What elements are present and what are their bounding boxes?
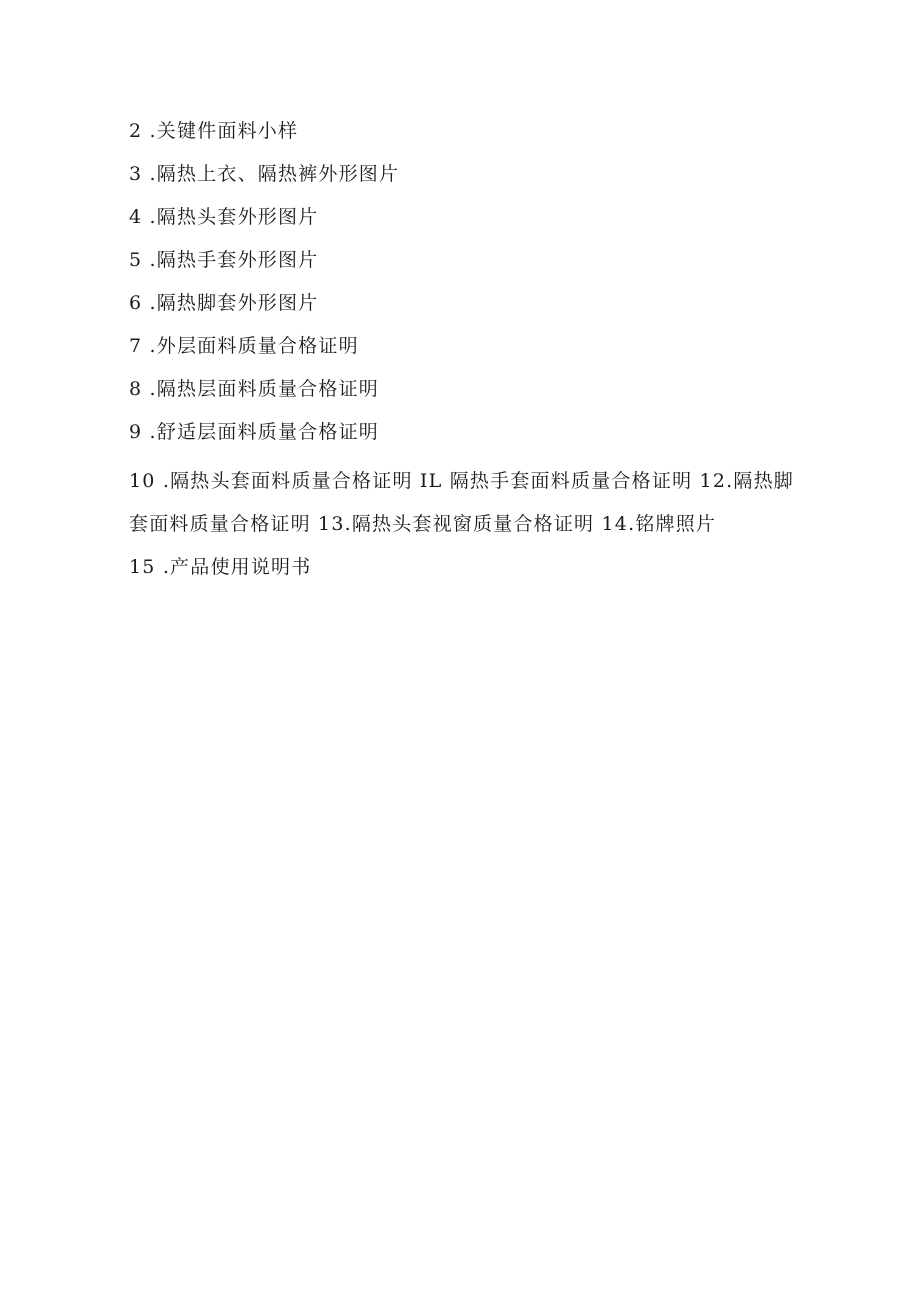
list-item: 4 .隔热头套外形图片 xyxy=(129,206,319,228)
list-item: 5 .隔热手套外形图片 xyxy=(129,249,319,271)
list-item: 3 .隔热上衣、隔热裤外形图片 xyxy=(129,163,400,185)
list-item: 8 .隔热层面料质量合格证明 xyxy=(129,378,379,400)
list-item: 6 .隔热脚套外形图片 xyxy=(129,292,319,314)
list-item: 7 .外层面料质量合格证明 xyxy=(129,335,359,357)
merged-list-paragraph: 10 .隔热头套面料质量合格证明 IL 隔热手套面料质量合格证明 12.隔热脚套面料质量合格证明 13.隔热头套视窗质量合格证明 14.铭牌照片 xyxy=(129,470,794,535)
list-item: 2 .关键件面料小样 xyxy=(129,120,299,142)
list-item: 9 .舒适层面料质量合格证明 xyxy=(129,421,379,443)
list-item: 15 .产品使用说明书 xyxy=(129,556,312,578)
attachment-list xyxy=(129,116,794,589)
